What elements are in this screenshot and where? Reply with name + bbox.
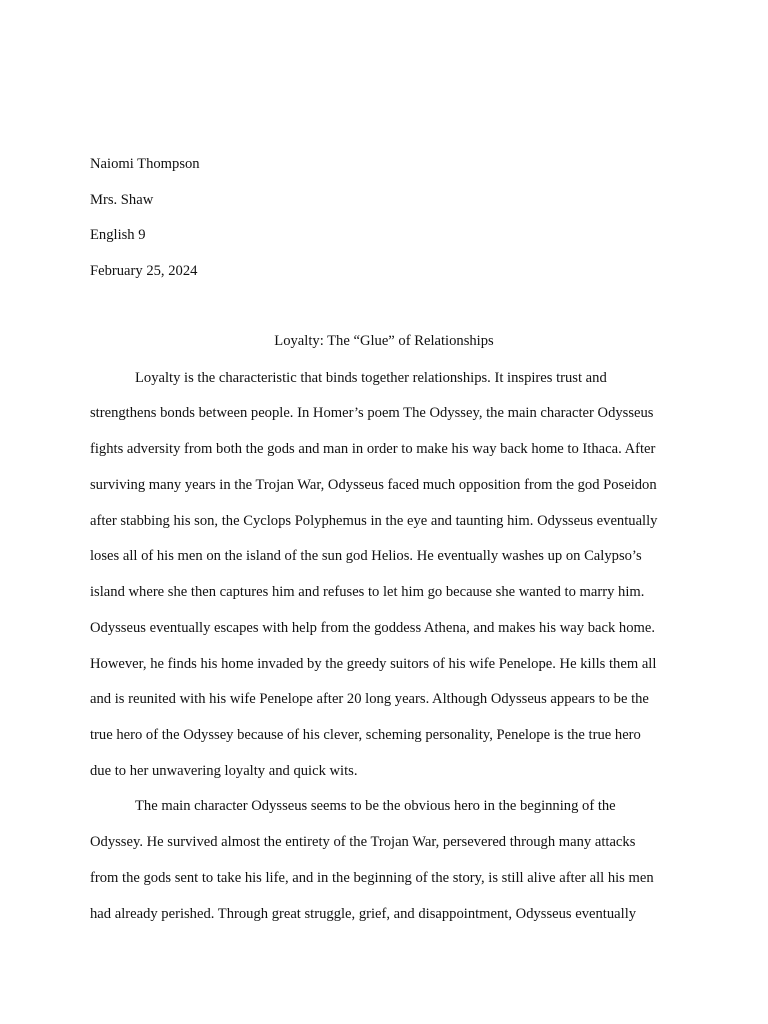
course-name: English 9 [90, 227, 146, 243]
paragraph-line: strengthens bonds between people. In Homer’s poem The Odyssey, the main character Odysseus [90, 405, 654, 421]
paragraph-line: island where she then captures him and refuses to let him go because she wanted to marry him. [90, 584, 645, 600]
author-name: Naiomi Thompson [90, 156, 200, 172]
paragraph-line: due to her unwavering loyalty and quick wits. [90, 763, 358, 779]
paragraph-line: had already perished. Through great struggle, grief, and disappointment, Odysseus eventually [90, 906, 637, 922]
paragraph-line: fights adversity from both the gods and man in order to make his way back home to Ithaca. After [90, 441, 656, 457]
paragraph-line: However, he finds his home invaded by the greedy suitors of his wife Penelope. He kills them all [90, 656, 657, 672]
paragraph-line: Odysseus eventually escapes with help from the goddess Athena, and makes his way back home. [90, 620, 655, 636]
teacher-name: Mrs. Shaw [90, 192, 154, 208]
paragraph-line: from the gods sent to take his life, and in the beginning of the story, is still alive after all his men [90, 870, 654, 886]
essay-date: February 25, 2024 [90, 263, 198, 279]
paragraph-line: Odyssey. He survived almost the entirety of the Trojan War, persevered through many attacks [90, 834, 636, 850]
paragraph-line: The main character Odysseus seems to be the obvious hero in the beginning of the [135, 798, 616, 814]
paragraph-line: and is reunited with his wife Penelope after 20 long years. Although Odysseus appears to be the [90, 691, 649, 707]
paragraph-line: loses all of his men on the island of the sun god Helios. He eventually washes up on Calypso’s [90, 548, 642, 564]
paragraph-line: surviving many years in the Trojan War, Odysseus faced much opposition from the god Poseidon [90, 477, 657, 493]
paragraph-line: true hero of the Odyssey because of his clever, scheming personality, Penelope is the true hero [90, 727, 641, 743]
paragraph-line: Loyalty is the characteristic that binds together relationships. It inspires trust and [135, 370, 607, 386]
essay-title: Loyalty: The “Glue” of Relationships [274, 333, 494, 349]
paragraph-line: after stabbing his son, the Cyclops Polyphemus in the eye and taunting him. Odysseus eventually [90, 513, 658, 529]
